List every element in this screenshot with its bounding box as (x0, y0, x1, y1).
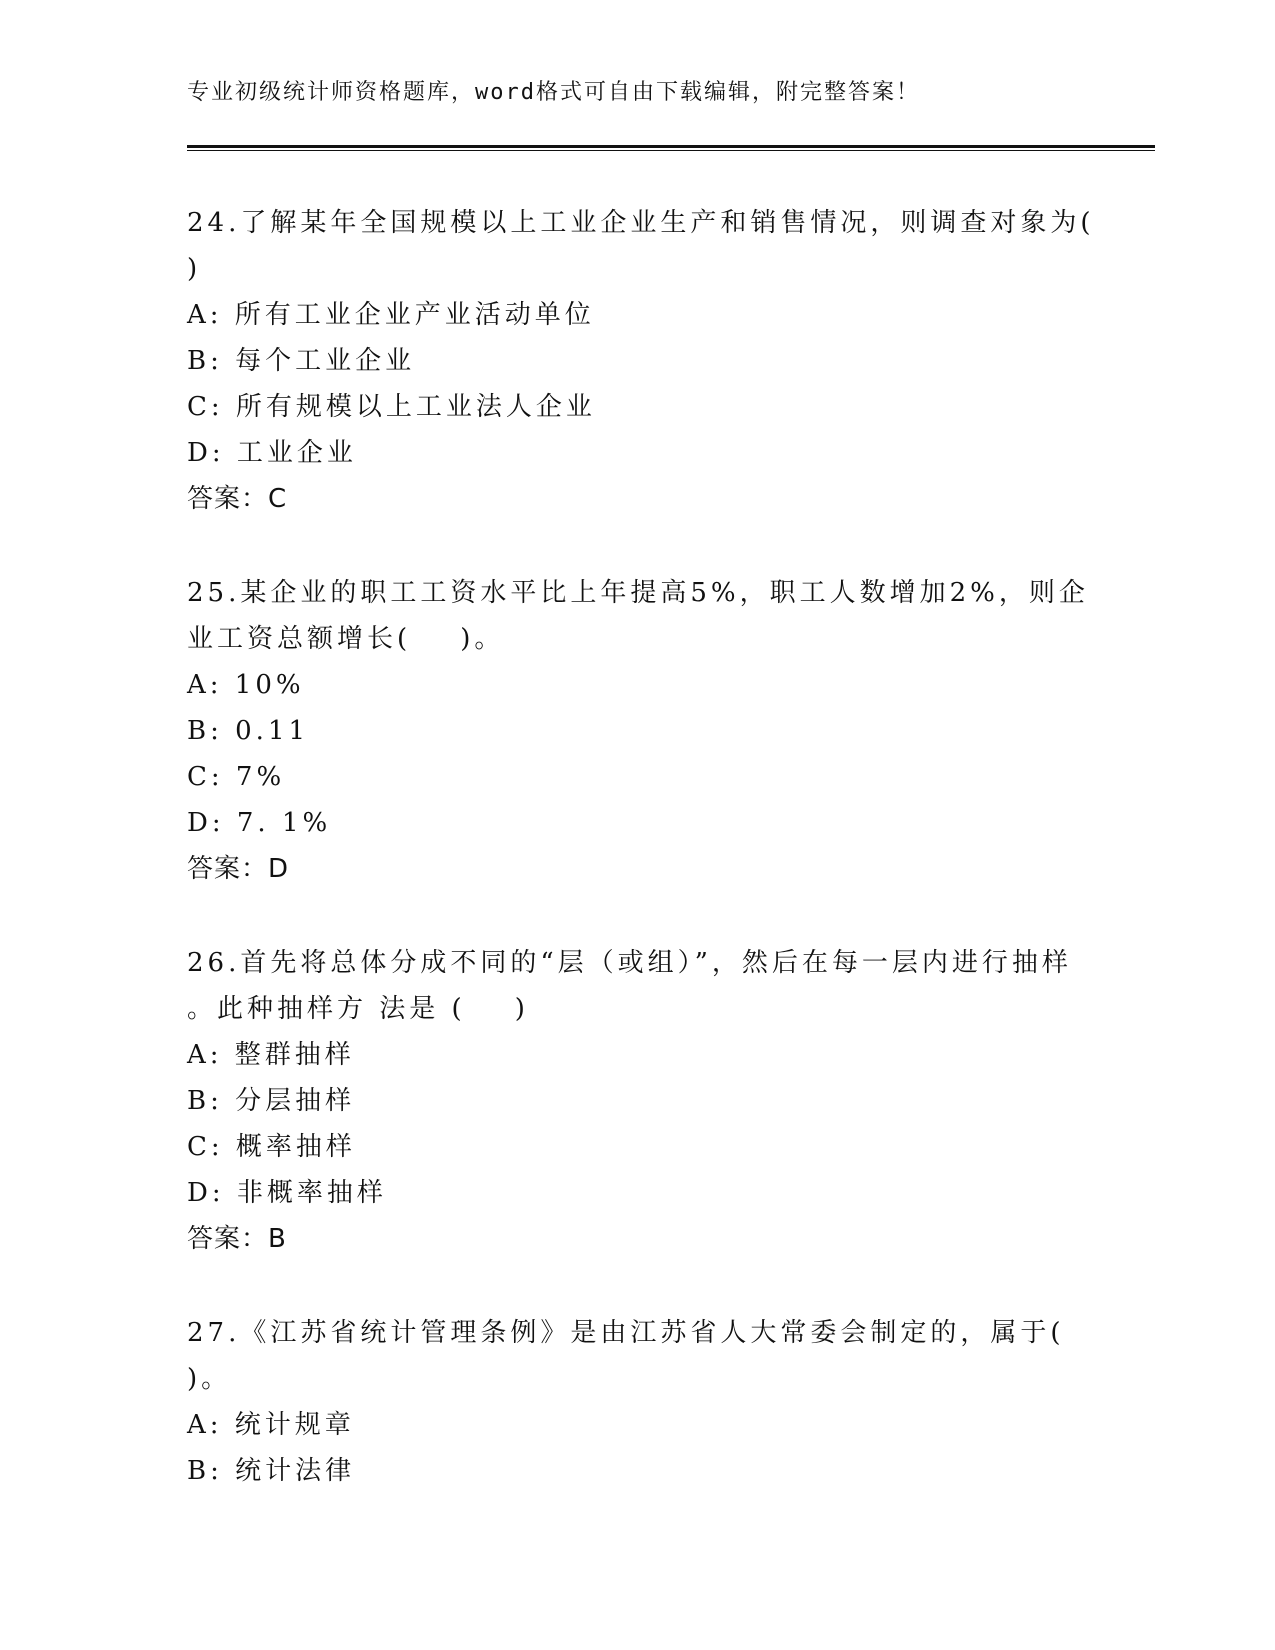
option-d: D: 工业企业 (187, 438, 357, 468)
question-stem: ) (187, 254, 202, 284)
answer-line: 答案：D (187, 854, 290, 884)
header-divider-thick (187, 145, 1155, 148)
option-a: A: 所有工业企业产业活动单位 (187, 300, 595, 330)
option-a: A: 统计规章 (187, 1410, 355, 1440)
option-a: A: 10% (187, 670, 305, 700)
option-c: C: 所有规模以上工业法人企业 (187, 392, 596, 422)
question-list (187, 200, 1095, 1542)
option-d: D: 7. 1% (187, 808, 332, 838)
question-stem: 26.首先将总体分成不同的“层（或组）”，然后在每一层内进行抽样 (187, 948, 1072, 978)
answer-line: 答案：B (187, 1224, 287, 1254)
question-stem: 25.某企业的职工工资水平比上年提高5%，职工人数增加2%，则企 (187, 578, 1089, 608)
option-d: D: 非概率抽样 (187, 1178, 387, 1208)
option-c: C: 概率抽样 (187, 1132, 356, 1162)
page-header: 专业初级统计师资格题库，word格式可自由下载编辑，附完整答案！ (187, 80, 920, 105)
header-divider-thin (187, 150, 1155, 151)
option-b: B: 统计法律 (187, 1456, 356, 1486)
question-stem: )。 (187, 1364, 232, 1394)
option-b: B: 0.11 (187, 716, 310, 746)
option-b: B: 每个工业企业 (187, 346, 416, 376)
option-b: B: 分层抽样 (187, 1086, 356, 1116)
answer-line: 答案：C (187, 484, 288, 514)
option-c: C: 7% (187, 762, 286, 792)
question-24 (187, 200, 1095, 522)
question-27 (187, 1310, 1087, 1494)
question-26 (187, 940, 1087, 1262)
question-stem: 业工资总额增长( )。 (187, 624, 505, 654)
question-stem: 27.《江苏省统计管理条例》是由江苏省人大常委会制定的，属于( (187, 1318, 1065, 1348)
question-stem: 。此种抽样方 法是 ( ) (187, 994, 529, 1024)
question-stem: 24.了解某年全国规模以上工业企业生产和销售情况，则调查对象为( (187, 208, 1095, 238)
question-25 (187, 570, 1087, 892)
option-a: A: 整群抽样 (187, 1040, 355, 1070)
